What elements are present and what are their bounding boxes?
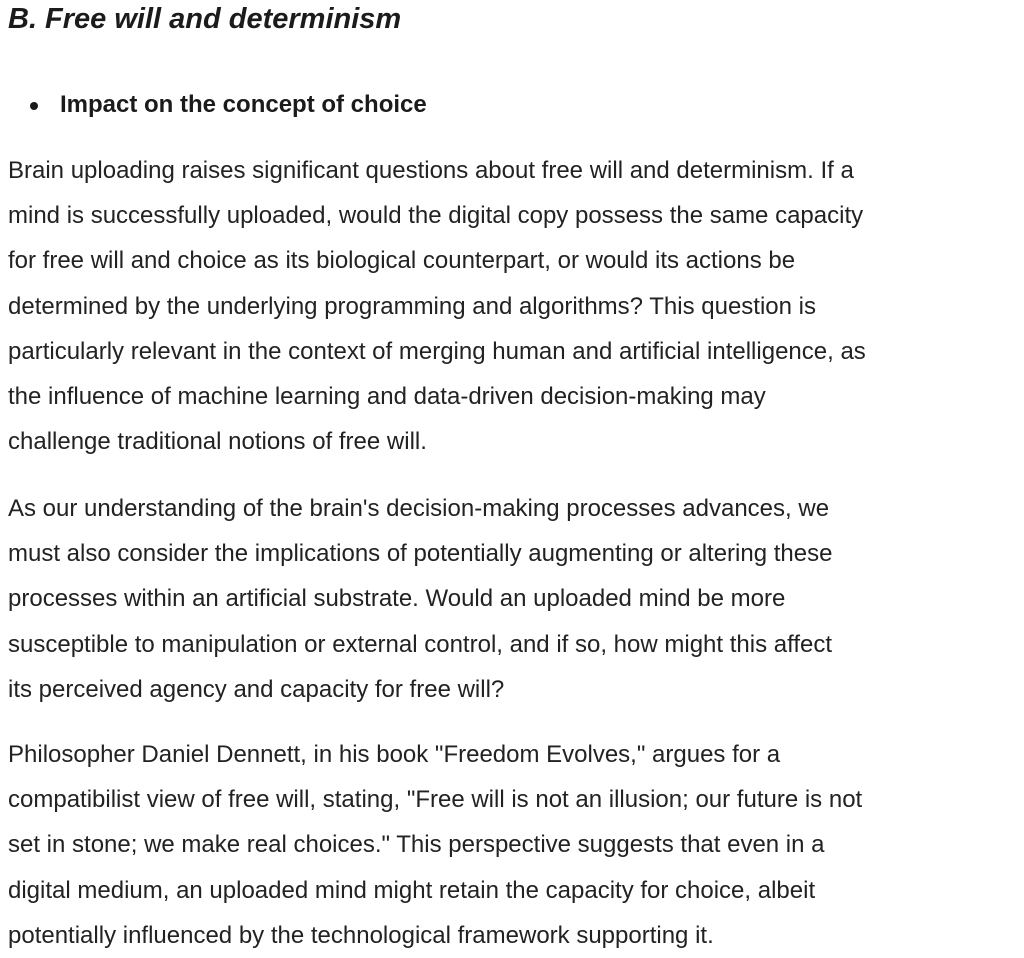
paragraph-1 (8, 148, 968, 464)
paragraph-line: challenge traditional notions of free will. (8, 428, 427, 456)
paragraph-line: As our understanding of the brain's decision-making processes advances, we (8, 495, 830, 522)
paragraph-line: digital medium, an uploaded mind might retain the capacity for choice, albeit (8, 876, 816, 904)
paragraph-line: particularly relevant in the context of merging human and artificial intelligence, as (8, 337, 866, 365)
paragraph-line: determined by the underlying programming and algorithms? This question is (8, 292, 816, 320)
bullet-dot (30, 102, 38, 110)
bullet-list (0, 88, 427, 122)
paragraph-line: mind is successfully uploaded, would the digital copy possess the same capacity (8, 202, 864, 230)
paragraph-line: potentially influenced by the technological framework supporting it. (8, 921, 714, 949)
paragraph-line: for free will and choice as its biological counterpart, or would its actions be (8, 247, 796, 275)
paragraph-line: Philosopher Daniel Dennett, in his book "Freedom Evolves," argues for a (8, 741, 781, 768)
paragraph-line: compatibilist view of free will, stating, "Free will is not an illusion; our future is not (8, 786, 863, 814)
paragraph-3 (8, 732, 968, 958)
paragraph-line: its perceived agency and capacity for free will? (8, 675, 505, 703)
paragraph-line: must also consider the implications of potentially augmenting or altering these (8, 540, 833, 568)
bullet-item (0, 88, 427, 122)
section-heading: B. Free will and determinism (8, 3, 402, 35)
paragraph-line: the influence of machine learning and data-driven decision-making may (8, 383, 766, 411)
paragraph-line: processes within an artificial substrate. Would an uploaded mind be more (8, 585, 786, 613)
paragraph-line: susceptible to manipulation or external control, and if so, how might this affect (8, 630, 833, 658)
bullet-item-text: Impact on the concept of choice (60, 91, 427, 118)
paragraph-2 (8, 486, 968, 712)
paragraph-line: Brain uploading raises significant questions about free will and determinism. If a (8, 157, 854, 184)
paragraph-line: set in stone; we make real choices." This perspective suggests that even in a (8, 831, 825, 859)
